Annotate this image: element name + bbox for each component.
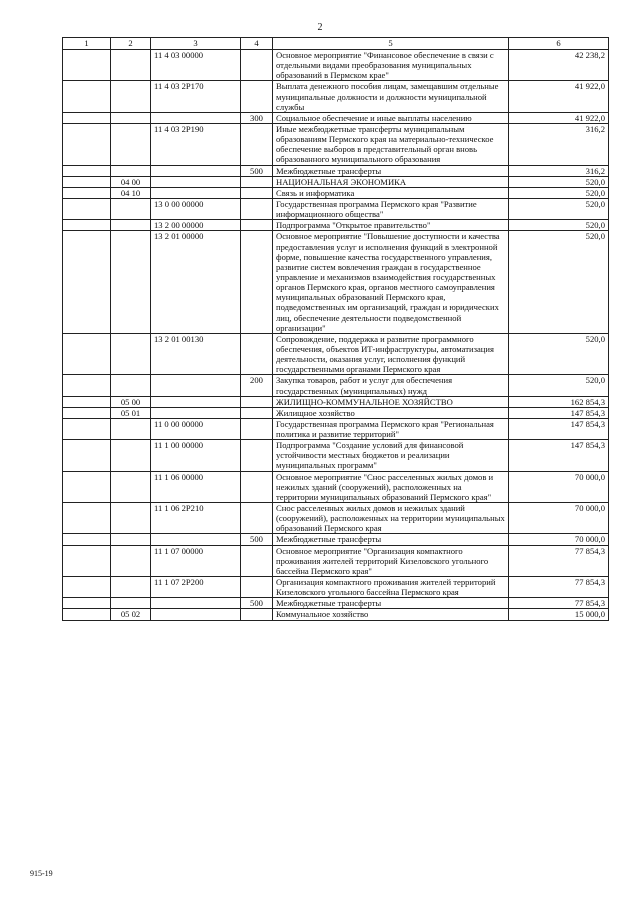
amount-cell: 15 000,0 bbox=[509, 609, 609, 620]
amount-cell: 147 854,3 bbox=[509, 418, 609, 439]
section-cell bbox=[111, 198, 151, 219]
header-row bbox=[63, 38, 609, 50]
description-cell: Сопровождение, поддержка и развитие программного обеспечения, объектов ИТ-инфраструктуры, автоматизация деятельности, оказания услуг, исполнения функций государственными органами Пермского края bbox=[273, 333, 509, 375]
table-row bbox=[63, 165, 609, 176]
section-cell bbox=[111, 534, 151, 545]
section-cell bbox=[111, 545, 151, 576]
amount-cell: 520,0 bbox=[509, 187, 609, 198]
section-cell bbox=[111, 220, 151, 231]
table-row bbox=[63, 231, 609, 333]
expense-type-cell bbox=[241, 418, 273, 439]
table-row bbox=[63, 198, 609, 219]
row-num-cell bbox=[63, 176, 111, 187]
column-header: 4 bbox=[241, 38, 273, 50]
section-cell bbox=[111, 471, 151, 502]
expense-type-cell bbox=[241, 231, 273, 333]
row-num-cell bbox=[63, 123, 111, 165]
description-cell: Межбюджетные трансферты bbox=[273, 598, 509, 609]
column-header: 1 bbox=[63, 38, 111, 50]
row-num-cell bbox=[63, 220, 111, 231]
row-num-cell bbox=[63, 577, 111, 598]
expense-type-cell bbox=[241, 407, 273, 418]
table-row bbox=[63, 176, 609, 187]
amount-cell: 520,0 bbox=[509, 176, 609, 187]
section-cell bbox=[111, 50, 151, 81]
column-header: 3 bbox=[151, 38, 241, 50]
target-article-cell bbox=[151, 407, 241, 418]
target-article-cell bbox=[151, 176, 241, 187]
table-row bbox=[63, 503, 609, 534]
table-row bbox=[63, 440, 609, 471]
target-article-cell bbox=[151, 187, 241, 198]
target-article-cell: 13 2 00 00000 bbox=[151, 220, 241, 231]
table-row bbox=[63, 534, 609, 545]
table-row bbox=[63, 407, 609, 418]
row-num-cell bbox=[63, 375, 111, 396]
amount-cell: 316,2 bbox=[509, 165, 609, 176]
amount-cell: 41 922,0 bbox=[509, 81, 609, 112]
description-cell: Государственная программа Пермского края "Развитие информационного общества" bbox=[273, 198, 509, 219]
target-article-cell: 11 0 00 00000 bbox=[151, 418, 241, 439]
section-cell bbox=[111, 123, 151, 165]
section-cell bbox=[111, 81, 151, 112]
amount-cell: 77 854,3 bbox=[509, 577, 609, 598]
expense-type-cell bbox=[241, 187, 273, 198]
target-article-cell: 11 1 07 2Р200 bbox=[151, 577, 241, 598]
row-num-cell bbox=[63, 534, 111, 545]
amount-cell: 77 854,3 bbox=[509, 545, 609, 576]
row-num-cell bbox=[63, 598, 111, 609]
target-article-cell: 11 4 03 00000 bbox=[151, 50, 241, 81]
expense-type-cell bbox=[241, 50, 273, 81]
amount-cell: 162 854,3 bbox=[509, 396, 609, 407]
table-row bbox=[63, 112, 609, 123]
table-row bbox=[63, 609, 609, 620]
row-num-cell bbox=[63, 50, 111, 81]
expense-type-cell bbox=[241, 577, 273, 598]
amount-cell: 41 922,0 bbox=[509, 112, 609, 123]
row-num-cell bbox=[63, 187, 111, 198]
description-cell: Подпрограмма "Создание условий для финансовой устойчивости местных бюджетов и реализации муниципальных программ" bbox=[273, 440, 509, 471]
page-number: 2 bbox=[317, 22, 323, 33]
row-num-cell bbox=[63, 440, 111, 471]
amount-cell: 77 854,3 bbox=[509, 598, 609, 609]
expense-type-cell: 500 bbox=[241, 598, 273, 609]
target-article-cell: 11 1 06 2Р210 bbox=[151, 503, 241, 534]
table-row bbox=[63, 187, 609, 198]
target-article-cell bbox=[151, 598, 241, 609]
footer-code: 915-19 bbox=[30, 869, 53, 878]
expense-type-cell bbox=[241, 545, 273, 576]
description-cell: Государственная программа Пермского края "Региональная политика и развитие территорий" bbox=[273, 418, 509, 439]
row-num-cell bbox=[63, 609, 111, 620]
target-article-cell: 11 4 03 2Р190 bbox=[151, 123, 241, 165]
section-cell: 05 00 bbox=[111, 396, 151, 407]
row-num-cell bbox=[63, 165, 111, 176]
amount-cell: 520,0 bbox=[509, 231, 609, 333]
amount-cell: 42 238,2 bbox=[509, 50, 609, 81]
row-num-cell bbox=[63, 418, 111, 439]
table-row bbox=[63, 396, 609, 407]
row-num-cell bbox=[63, 503, 111, 534]
expense-type-cell bbox=[241, 176, 273, 187]
column-header: 5 bbox=[273, 38, 509, 50]
expense-type-cell: 500 bbox=[241, 534, 273, 545]
target-article-cell: 11 4 03 2Р170 bbox=[151, 81, 241, 112]
description-cell: Социальное обеспечение и иные выплаты населению bbox=[273, 112, 509, 123]
section-cell bbox=[111, 333, 151, 375]
column-header: 2 bbox=[111, 38, 151, 50]
description-cell: ЖИЛИЩНО-КОММУНАЛЬНОЕ ХОЗЯЙСТВО bbox=[273, 396, 509, 407]
description-cell: Основное мероприятие "Организация компактного проживания жителей территорий Кизеловского угольного бассейна Пермского края" bbox=[273, 545, 509, 576]
amount-cell: 316,2 bbox=[509, 123, 609, 165]
amount-cell: 70 000,0 bbox=[509, 471, 609, 502]
target-article-cell: 13 2 01 00130 bbox=[151, 333, 241, 375]
description-cell: Организация компактного проживания жителей территорий Кизеловского угольного бассейна Пермского края bbox=[273, 577, 509, 598]
target-article-cell: 11 1 00 00000 bbox=[151, 440, 241, 471]
section-cell bbox=[111, 112, 151, 123]
row-num-cell bbox=[63, 407, 111, 418]
description-cell: Основное мероприятие "Снос расселенных жилых домов и нежилых зданий (сооружений), расположенных на территории муниципальных образований Пермского края" bbox=[273, 471, 509, 502]
target-article-cell: 13 2 01 00000 bbox=[151, 231, 241, 333]
description-cell: Жилищное хозяйство bbox=[273, 407, 509, 418]
description-cell: Выплата денежного пособия лицам, замещавшим отдельные муниципальные должности и должности муниципальной службы bbox=[273, 81, 509, 112]
amount-cell: 70 000,0 bbox=[509, 534, 609, 545]
table-row bbox=[63, 50, 609, 81]
section-cell bbox=[111, 440, 151, 471]
column-header: 6 bbox=[509, 38, 609, 50]
row-num-cell bbox=[63, 81, 111, 112]
expense-type-cell bbox=[241, 198, 273, 219]
description-cell: НАЦИОНАЛЬНАЯ ЭКОНОМИКА bbox=[273, 176, 509, 187]
row-num-cell bbox=[63, 231, 111, 333]
expense-type-cell bbox=[241, 609, 273, 620]
table-row bbox=[63, 81, 609, 112]
target-article-cell bbox=[151, 165, 241, 176]
table-row bbox=[63, 471, 609, 502]
amount-cell: 520,0 bbox=[509, 375, 609, 396]
expense-type-cell bbox=[241, 81, 273, 112]
target-article-cell bbox=[151, 534, 241, 545]
row-num-cell bbox=[63, 198, 111, 219]
section-cell: 04 00 bbox=[111, 176, 151, 187]
amount-cell: 147 854,3 bbox=[509, 440, 609, 471]
table-row bbox=[63, 545, 609, 576]
description-cell: Иные межбюджетные трансферты муниципальным образованиям Пермского края на материально-техническое обеспечение выборов в представительный орган вновь образованного муниципального образования bbox=[273, 123, 509, 165]
amount-cell: 520,0 bbox=[509, 198, 609, 219]
amount-cell: 70 000,0 bbox=[509, 503, 609, 534]
target-article-cell bbox=[151, 609, 241, 620]
expense-type-cell: 200 bbox=[241, 375, 273, 396]
table-row bbox=[63, 123, 609, 165]
description-cell: Снос расселенных жилых домов и нежилых зданий (сооружений), расположенных на территории муниципальных образований Пермского края bbox=[273, 503, 509, 534]
table-row bbox=[63, 577, 609, 598]
row-num-cell bbox=[63, 396, 111, 407]
section-cell bbox=[111, 165, 151, 176]
section-cell bbox=[111, 577, 151, 598]
target-article-cell bbox=[151, 112, 241, 123]
expense-type-cell bbox=[241, 220, 273, 231]
section-cell: 05 01 bbox=[111, 407, 151, 418]
amount-cell: 520,0 bbox=[509, 220, 609, 231]
table-row bbox=[63, 598, 609, 609]
section-cell bbox=[111, 503, 151, 534]
description-cell: Закупка товаров, работ и услуг для обеспечения государственных (муниципальных) нужд bbox=[273, 375, 509, 396]
amount-cell: 520,0 bbox=[509, 333, 609, 375]
expense-type-cell bbox=[241, 333, 273, 375]
expense-type-cell bbox=[241, 503, 273, 534]
budget-table bbox=[62, 37, 609, 621]
row-num-cell bbox=[63, 471, 111, 502]
row-num-cell bbox=[63, 112, 111, 123]
expense-type-cell: 500 bbox=[241, 165, 273, 176]
table-row bbox=[63, 333, 609, 375]
section-cell bbox=[111, 418, 151, 439]
target-article-cell bbox=[151, 375, 241, 396]
section-cell: 04 10 bbox=[111, 187, 151, 198]
target-article-cell: 11 1 06 00000 bbox=[151, 471, 241, 502]
description-cell: Связь и информатика bbox=[273, 187, 509, 198]
target-article-cell: 13 0 00 00000 bbox=[151, 198, 241, 219]
table-row bbox=[63, 220, 609, 231]
section-cell: 05 02 bbox=[111, 609, 151, 620]
expense-type-cell bbox=[241, 123, 273, 165]
amount-cell: 147 854,3 bbox=[509, 407, 609, 418]
section-cell bbox=[111, 375, 151, 396]
row-num-cell bbox=[63, 545, 111, 576]
description-cell: Основное мероприятие "Финансовое обеспечение в связи с отдельными видами преобразования муниципальных образований в Пермском крае" bbox=[273, 50, 509, 81]
expense-type-cell bbox=[241, 396, 273, 407]
row-num-cell bbox=[63, 333, 111, 375]
section-cell bbox=[111, 598, 151, 609]
target-article-cell: 11 1 07 00000 bbox=[151, 545, 241, 576]
target-article-cell bbox=[151, 396, 241, 407]
table-row bbox=[63, 375, 609, 396]
expense-type-cell: 300 bbox=[241, 112, 273, 123]
description-cell: Межбюджетные трансферты bbox=[273, 165, 509, 176]
description-cell: Межбюджетные трансферты bbox=[273, 534, 509, 545]
table-row bbox=[63, 418, 609, 439]
section-cell bbox=[111, 231, 151, 333]
description-cell: Подпрограмма "Открытое правительство" bbox=[273, 220, 509, 231]
description-cell: Коммунальное хозяйство bbox=[273, 609, 509, 620]
description-cell: Основное мероприятие "Повышение доступности и качества предоставления услуг и исполнения функций в электронной форме, повышение качества государственного управления, развитие систем вовлечения граждан в государственное управление и механизмов взаимодействия государственных органов Пермского края, органов местного самоуправления муниципальных образований Пермского края, подведомственных им организаций, граждан и юридических лиц, обеспечение деятельности подведомственной организации" bbox=[273, 231, 509, 333]
expense-type-cell bbox=[241, 440, 273, 471]
expense-type-cell bbox=[241, 471, 273, 502]
